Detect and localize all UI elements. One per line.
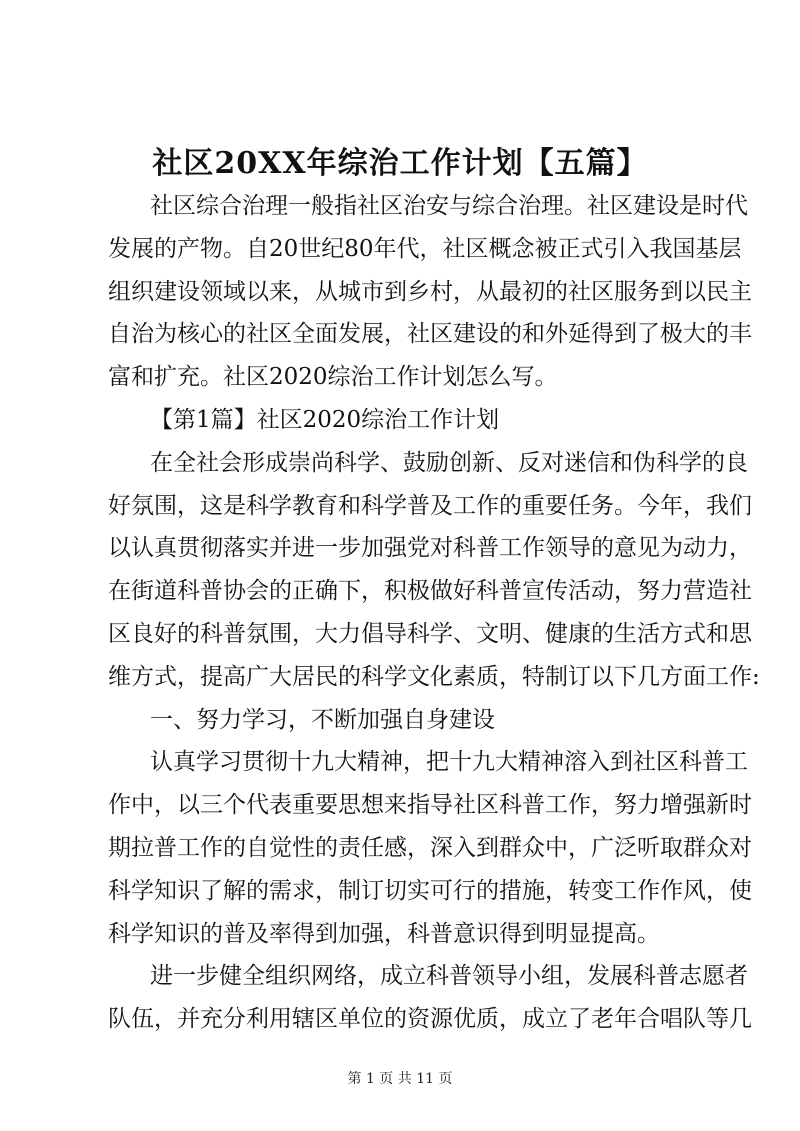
paragraph [108,399,708,442]
page-footer: 第 1 页 共 11 页 [347,1071,453,1087]
text-line: 自治为核心的社区全面发展，社区建设的和外延得到了极大的丰 [108,321,752,348]
text-line: 发展的产物。自20世纪80年代，社区概念被正式引入我国基层 [108,235,742,262]
text-line: 期拉普工作的自觉性的责任感，深入到群众中，广泛听取群众对 [108,834,752,861]
text-line: 认真学习贯彻十九大精神，把十九大精神溶入到社区科普工 [150,749,748,776]
document-title: 社区20XX年综治工作计划【五篇】 [152,146,648,181]
paragraph [108,955,752,1041]
text-line: 一、努力学习，不断加强自身建设 [150,706,495,733]
text-line: 富和扩充。社区2020综治工作计划怎么写。 [108,364,558,391]
text-line: 好氛围，这是科学教育和科学普及工作的重要任务。今年，我们 [108,492,752,519]
text-line: 以认真贯彻落实并进一步加强党对科普工作领导的意见为动力， [108,535,752,562]
paragraph [108,699,708,742]
text-line: 进一步健全组织网络，成立科普领导小组，发展科普志愿者 [150,963,748,990]
text-line: 在街道科普协会的正确下，积极做好科普宣传活动，努力营造社 [108,578,752,605]
text-line: 队伍，并充分利用辖区单位的资源优质，成立了老年合唱队等几 [108,1006,752,1033]
text-line: 组织建设领域以来，从城市到乡村，从最初的社区服务到以民主 [108,278,752,305]
paragraph [108,442,760,699]
text-line: 【第1篇】社区2020综治工作计划 [150,406,500,433]
paragraph [108,741,752,955]
paragraph [108,185,752,399]
text-line: 社区综合治理一般指社区治安与综合治理。社区建设是时代 [150,193,748,219]
text-line: 科学知识了解的需求，制订切实可行的措施，转变工作作风，使 [108,877,752,904]
text-line: 在全社会形成崇尚科学、鼓励创新、反对迷信和伪科学的良 [150,449,748,476]
text-line: 科学知识的普及率得到加强，科普意识得到明显提高。 [108,920,660,947]
document-body [108,185,760,1041]
text-line: 维方式，提高广大居民的科学文化素质，特制订以下几方面工作: [108,663,760,690]
text-line: 作中，以三个代表重要思想来指导社区科普工作，努力增强新时 [108,792,752,819]
text-line: 区良好的科普氛围，大力倡导科学、文明、健康的生活方式和思 [108,620,752,647]
